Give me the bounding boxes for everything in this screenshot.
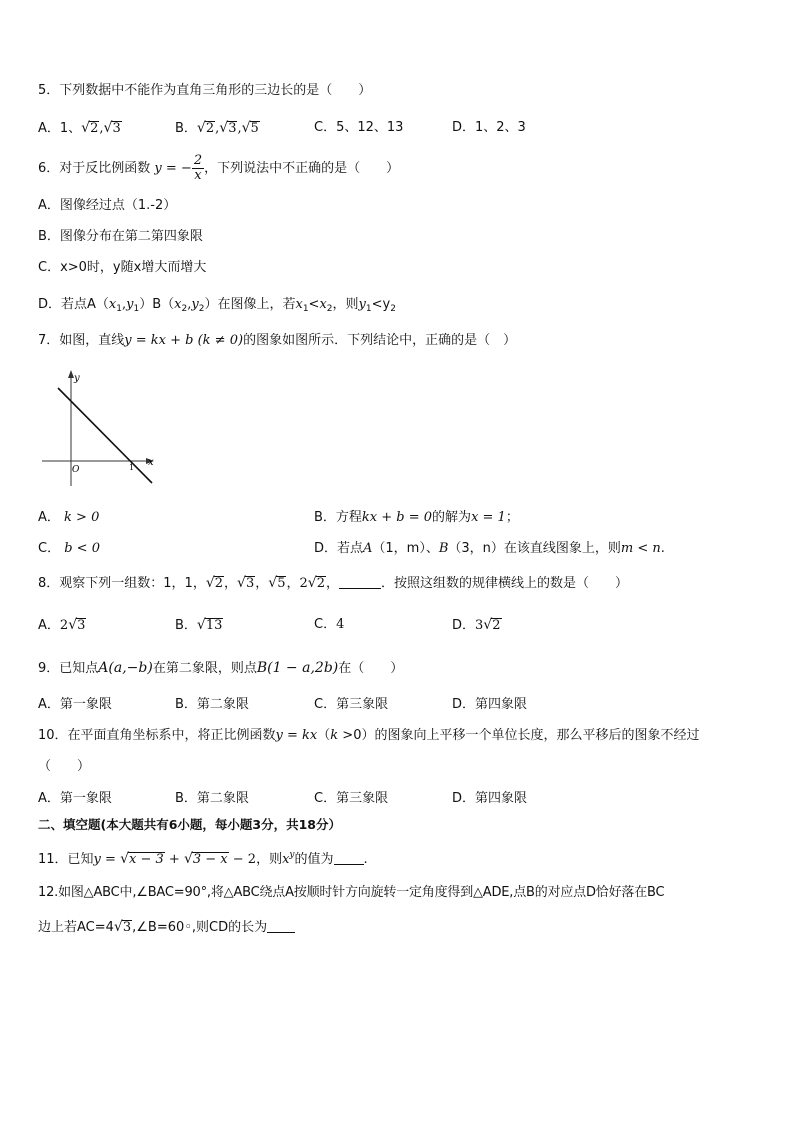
q6-stem-post: ，下列说法中不正确的是（ ） xyxy=(204,161,400,176)
q5-b-label: B． xyxy=(175,121,197,136)
q7-stem-pre: 7．如图，直线 xyxy=(38,333,125,348)
q11-post: ，则 xyxy=(256,852,283,867)
q5-b-r1: 2 xyxy=(205,121,215,136)
q12-line2: 边上若AC=4√3,∠B=60◦,则CD的长为 xyxy=(38,918,295,937)
q12-line2-rad: 3 xyxy=(122,920,132,935)
q5-b-r2: 3 xyxy=(228,121,237,136)
q8-sep-4: ， xyxy=(325,576,339,591)
q9-stem-post: 在（ ） xyxy=(338,661,404,676)
q6-option-d: D．若点$A(x_1,y_1)B(x_2,y_2)$在图像上，若$x_1<x_2$，则$y_1<y_2$ xyxy=(38,297,396,314)
q7-d-text: D．若点 xyxy=(314,541,364,556)
q8-b-label: B． xyxy=(175,618,197,633)
q8-a-label: A． xyxy=(38,618,60,633)
q11-stem: 11．已知y = √x − 3 + √3 − x − 2，则$x^y$的值为 . xyxy=(38,850,368,867)
q12-line2-pre: 边上若AC=4 xyxy=(38,920,114,935)
x-intercept-label: 1 xyxy=(129,463,135,472)
q8-sep-3: ， xyxy=(286,576,300,591)
q11-base: x xyxy=(282,852,290,867)
q8-stem-post: ．按照这组数的规律横线上的数是（ ） xyxy=(380,576,628,591)
q6-d-pre: D．若点A（ xyxy=(38,297,109,312)
q8-last-rad: 2 xyxy=(316,576,325,591)
q8-option-c xyxy=(314,616,344,634)
q8-option-a: A．2√3 xyxy=(38,617,86,633)
q7-d-a: A xyxy=(363,541,373,556)
q7-b-label: B．方程 xyxy=(314,510,362,525)
q7-line-graph xyxy=(38,366,168,490)
q9-option-c: C．第三象限 xyxy=(314,697,389,712)
q7-option-b xyxy=(314,509,519,527)
x-axis-label: x xyxy=(148,457,154,468)
q11-r1: x − 3 xyxy=(128,852,164,867)
q6-func-lhs: y = − xyxy=(154,161,192,176)
q8-r2: 3 xyxy=(245,576,255,591)
q7-c-label: C． xyxy=(38,541,61,556)
q10-option-b: B．第二象限 xyxy=(175,791,249,806)
q11-pre: 11．已知 xyxy=(38,852,94,867)
q10-option-a: A．第一象限 xyxy=(38,791,112,806)
q7-b-end: ； xyxy=(505,510,519,525)
q7-b-math: kx + b = 0 xyxy=(361,510,433,525)
q7-d-b: B xyxy=(438,541,449,556)
q11-exp: y xyxy=(289,850,295,860)
q8-last-coef: 2 xyxy=(299,576,308,591)
q11-answer-blank xyxy=(334,852,364,865)
q7-c-math: b < 0 xyxy=(64,541,100,556)
q5-a-r1: 2 xyxy=(90,121,99,136)
q8-a-rad: 3 xyxy=(77,618,86,633)
q11-y-eq: y = xyxy=(93,852,116,867)
q7-a-label: A． xyxy=(38,510,60,525)
q8-option-b: B．√13 xyxy=(175,617,223,633)
q9-point-b: B(1 − a,2b) xyxy=(256,660,339,676)
q12-line1: 12.如图△ABC中,∠BAC=90°,将△ABC绕点A按顺时针方向旋转一定角度得到△ADE,点B的对应点D恰好落在BC xyxy=(38,885,665,900)
q8-c-val: 4 xyxy=(336,617,345,632)
q8-option-d: D．3√2 xyxy=(452,617,501,633)
q10-stem-line2: （ ） xyxy=(38,759,91,774)
q9-option-d: D．第四象限 xyxy=(452,697,528,712)
q7-d-a-coord: （1，m）、 xyxy=(372,541,439,556)
q10-func: y = kx xyxy=(275,728,318,743)
q9-stem-pre: 9．已知点 xyxy=(38,661,99,676)
q9-stem xyxy=(38,659,403,678)
q7-option-a xyxy=(38,509,99,527)
q6-d-cond: < xyxy=(308,297,320,312)
q5-a-label: A．1、 xyxy=(38,121,82,136)
q8-d-coef: 3 xyxy=(475,618,484,633)
y-axis-label: y xyxy=(74,373,80,384)
q6-frac-den: x xyxy=(194,168,202,183)
q8-stem-pre: 8．观察下列一组数：1，1， xyxy=(38,576,206,591)
q10-cond: （ xyxy=(317,728,331,743)
q8-stem: 8．观察下列一组数：1，1，√2，√3，√5，2√2， ．按照这组数的规律横线上的数是（ ） xyxy=(38,575,628,591)
q7-a-math: k > 0 xyxy=(64,510,100,525)
q7-d-b-coord: （3，n）在该直线图象上，则 xyxy=(448,541,621,556)
q12-line2-post: ,∠B=60◦,则CD的长为 xyxy=(132,920,268,935)
q11-plus: + xyxy=(168,852,180,867)
q10-cond-k: k xyxy=(330,728,339,743)
q7-d-concl: m < n xyxy=(620,541,661,556)
origin-label: O xyxy=(72,465,80,475)
q5-option-d: D．1、2、3 xyxy=(452,120,526,135)
q9-option-b: B．第二象限 xyxy=(175,697,249,712)
q5-option-b: B．√2,√3,√5 xyxy=(175,120,259,136)
q6-d-concl: <y xyxy=(371,297,391,312)
q10-stem-pre: 10．在平面直角坐标系中，将正比例函数 xyxy=(38,728,276,743)
q7-d-end: . xyxy=(660,541,665,556)
q11-tail: 的值为 xyxy=(294,852,334,867)
q9-stem-mid: 在第二象限，则点 xyxy=(152,661,257,676)
q10-option-c: C．第三象限 xyxy=(314,791,389,806)
q7-b-mid: 的解为 xyxy=(432,510,472,525)
q8-sep-1: ， xyxy=(224,576,238,591)
q9-option-a: A．第一象限 xyxy=(38,697,112,712)
q8-r3: 5 xyxy=(277,576,286,591)
q10-cond-rest: >0）的图象向上平移一个单位长度，那么平移后的图象不经过 xyxy=(338,728,700,743)
q12-answer-blank xyxy=(267,920,295,933)
q11-r2: 3 − x xyxy=(192,852,228,867)
q9-point-a: A(a,−b) xyxy=(98,660,153,676)
q7-stem-func: y = kx + b (k ≠ 0) xyxy=(124,333,244,348)
q6-option-a: A．图像经过点（1.-2） xyxy=(38,198,177,213)
q10-stem xyxy=(38,727,699,745)
q7-option-c xyxy=(38,540,100,558)
q10-option-d: D．第四象限 xyxy=(452,791,528,806)
q6-frac-num: 2 xyxy=(193,153,203,168)
q8-a-coef: 2 xyxy=(59,618,69,633)
q6-option-c: C．x>0时，y随x增大而增大 xyxy=(38,260,207,275)
q8-r1: 2 xyxy=(214,576,224,591)
q6-option-b: B．图像分布在第二第四象限 xyxy=(38,229,203,244)
q6-stem xyxy=(38,152,399,186)
q5-b-r3: 5 xyxy=(250,121,259,136)
q8-d-rad: 2 xyxy=(492,618,501,633)
q8-d-label: D． xyxy=(452,618,476,633)
q8-sep-2: ， xyxy=(255,576,269,591)
q6-stem-pre: 6．对于反比例函数 xyxy=(38,161,151,176)
q11-end: . xyxy=(363,852,368,867)
q11-minus: − 2 xyxy=(232,852,257,867)
q7-b-math2: x = 1 xyxy=(471,510,506,525)
q5-stem: 5．下列数据中不能作为直角三角形的三边长的是（ ） xyxy=(38,83,372,98)
q7-stem-post: 的图象如图所示．下列结论中，正确的是（ ） xyxy=(243,333,517,348)
q5-a-r2: 3 xyxy=(112,121,121,136)
q6-d-post: ）在图像上，若 xyxy=(204,297,296,312)
q7-stem xyxy=(38,332,516,350)
q7-option-d xyxy=(314,540,665,558)
q6-d-mid: ）B（ xyxy=(139,297,175,312)
q8-b-rad: 13 xyxy=(205,618,223,633)
q5-option-a: A．1、√2,√3 xyxy=(38,120,121,136)
q8-answer-blank xyxy=(339,576,381,589)
section-2-heading: 二、填空题(本大题共有6小题，每小题3分，共18分） xyxy=(38,817,342,832)
q8-c-label: C． xyxy=(314,617,337,632)
q6-fraction xyxy=(192,154,204,183)
q5-option-c: C．5、12、13 xyxy=(314,120,404,135)
q6-d-end: ，则 xyxy=(332,297,359,312)
